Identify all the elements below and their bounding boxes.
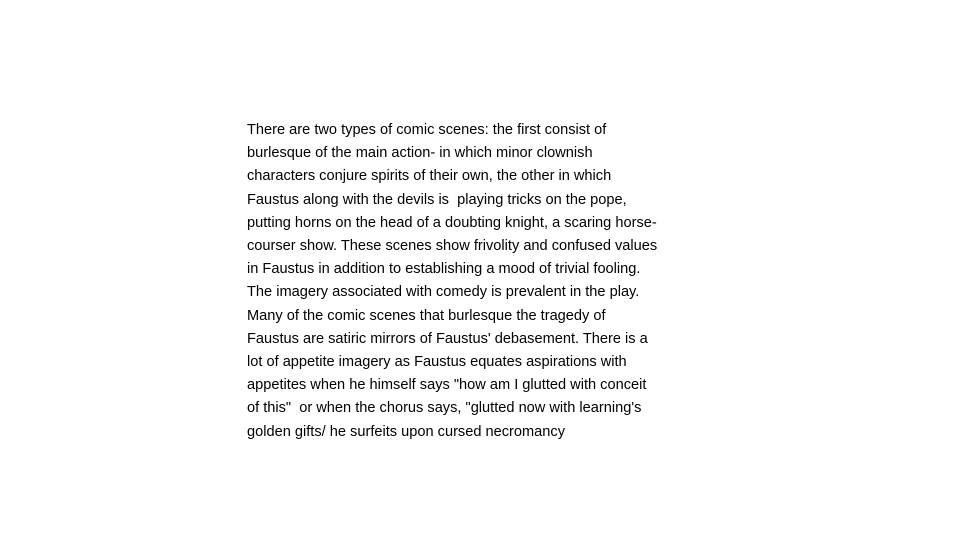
- text-line: Many of the comic scenes that burlesque the tragedy of: [247, 307, 606, 324]
- text-line: golden gifts/ he surfeits upon cursed necromancy: [247, 423, 565, 440]
- text-line: burlesque of the main action- in which minor clownish: [247, 145, 593, 162]
- text-line: characters conjure spirits of their own, the other in which: [247, 168, 612, 185]
- text-line: There are two types of comic scenes: the first consist of: [247, 122, 607, 138]
- text-line: lot of appetite imagery as Faustus equates aspirations with: [247, 354, 627, 371]
- text-line: putting horns on the head of a doubting knight, a scaring horse-: [247, 214, 657, 231]
- text-line: Faustus along with the devils is playing tricks on the pope,: [247, 191, 627, 208]
- text-line: Faustus are satiric mirrors of Faustus' debasement. There is a: [247, 330, 648, 347]
- text-line: of this" or when the chorus says, "glutted now with learning's: [247, 400, 642, 417]
- text-line: in Faustus in addition to establishing a mood of trivial fooling.: [247, 261, 641, 278]
- text-line: courser show. These scenes show frivolity and confused values: [247, 238, 658, 255]
- body-text: [247, 119, 722, 444]
- text-line: The imagery associated with comedy is prevalent in the play.: [247, 284, 640, 301]
- text-line: appetites when he himself says "how am I glutted with conceit: [247, 377, 647, 394]
